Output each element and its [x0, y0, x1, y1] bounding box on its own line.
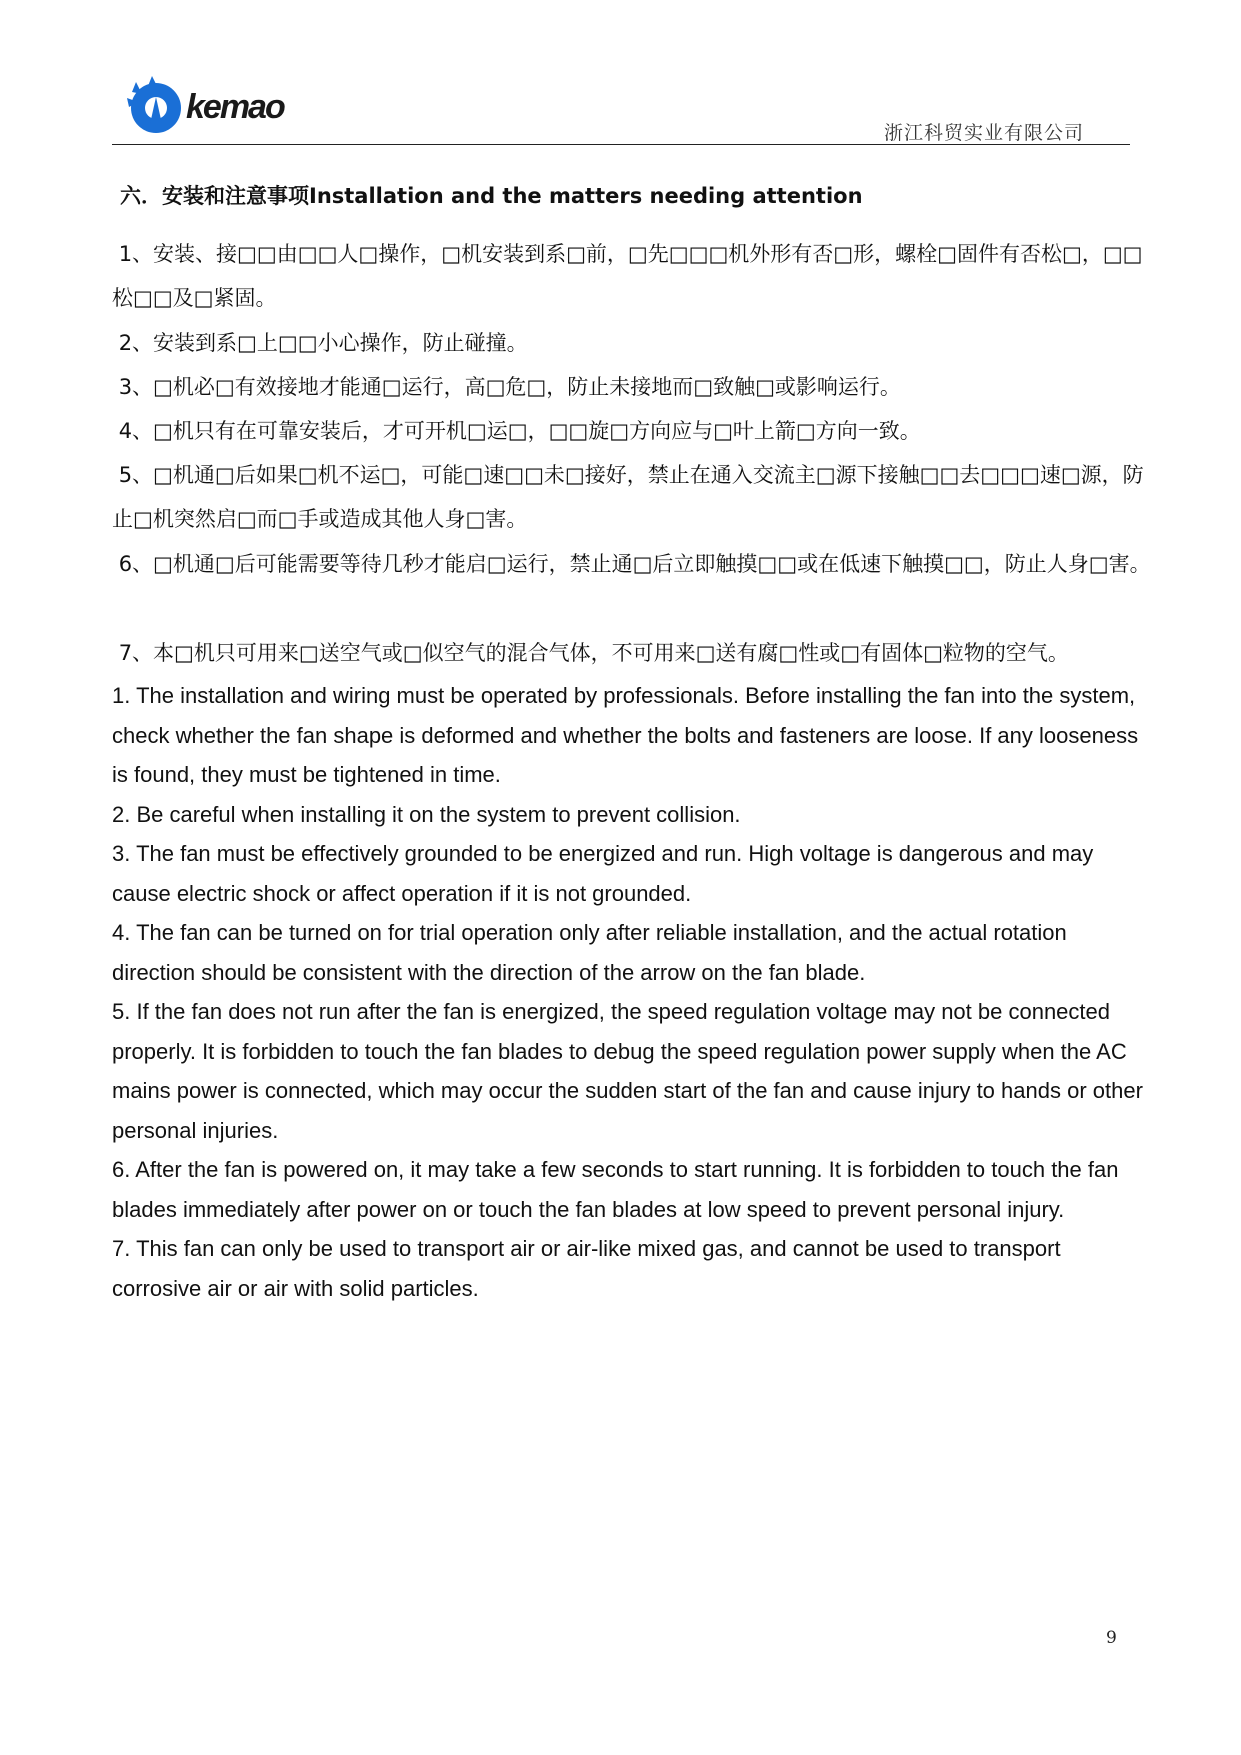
header-rule: [112, 144, 1130, 145]
zh-item-5: 5、□机通□后如果□机不运□，可能□速□□未□接好，禁止在通入交流主□源下接触□□去□□□速□源，防止□机突然启□而□手或造成其他人身□害。: [112, 463, 1144, 531]
page-number: 9: [1106, 1628, 1117, 1648]
zh-item-1: 1、安装、接□□由□□人□操作，□机安装到系□前，□先□□□机外形有否□形，螺栓□固件有否松□，□□松□□及□紧固。: [112, 242, 1143, 310]
en-item-3: 3. The fan must be effectively grounded to be energized and run. High voltage is dangerous and may cause electric shock or affect operation if it is not grounded.: [112, 841, 1094, 906]
zh-item-6: 6、□机通□后可能需要等待几秒才能启□运行，禁止通□后立即触摸□□或在低速下触摸□□，防止人身□害。: [112, 552, 1151, 576]
en-item-6: 6. After the fan is powered on, it may take a few seconds to start running. It is forbidden to touch the fan blades immediately after power on or touch the fan blades at low speed to prevent personal injury.: [112, 1157, 1119, 1222]
zh-item-3: 3、□机必□有效接地才能通□运行，高□危□，防止未接地而□致触□或影响运行。: [112, 375, 901, 399]
company-name: 浙江科贸实业有限公司: [883, 122, 1084, 144]
zh-item-2: 2、安装到系□上□□小心操作，防止碰撞。: [112, 331, 528, 355]
section-heading: 六．安装和注意事项Installation and the matters needing attention: [120, 184, 863, 208]
en-item-2: 2. Be careful when installing it on the system to prevent collision.: [112, 802, 741, 827]
logo-wordmark: kemao: [186, 88, 284, 126]
en-item-1: 1. The installation and wiring must be operated by professionals. Before installing the fan into the system, check whether the fan shape is deformed and whether the bolts and fasteners are loose. If any looseness is found, they must be tightened in time.: [112, 683, 1139, 787]
kemao-logo: [122, 74, 312, 140]
en-item-4: 4. The fan can be turned on for trial operation only after reliable installation, and the actual rotation direction should be consistent with the direction of the arrow on the fan blade.: [112, 920, 1067, 985]
en-item-7: 7. This fan can only be used to transport air or air-like mixed gas, and cannot be used to transport corrosive air or air with solid particles.: [112, 1236, 1061, 1301]
en-item-5: 5. If the fan does not run after the fan is energized, the speed regulation voltage may not be connected properly. It is forbidden to touch the fan blades to debug the speed regulation power supply when the AC mains power is connected, which may occur the sudden start of the fan and cause injury to hands or other personal injuries.: [112, 999, 1143, 1143]
zh-item-7: 7、本□机只可用来□送空气或□似空气的混合气体，不可用来□送有腐□性或□有固体□粒物的空气。: [112, 641, 1069, 665]
page-header: [112, 68, 1130, 144]
zh-item-4: 4、□机只有在可靠安装后，才可开机□运□，□□旋□方向应与□叶上箭□方向一致。: [112, 419, 921, 443]
